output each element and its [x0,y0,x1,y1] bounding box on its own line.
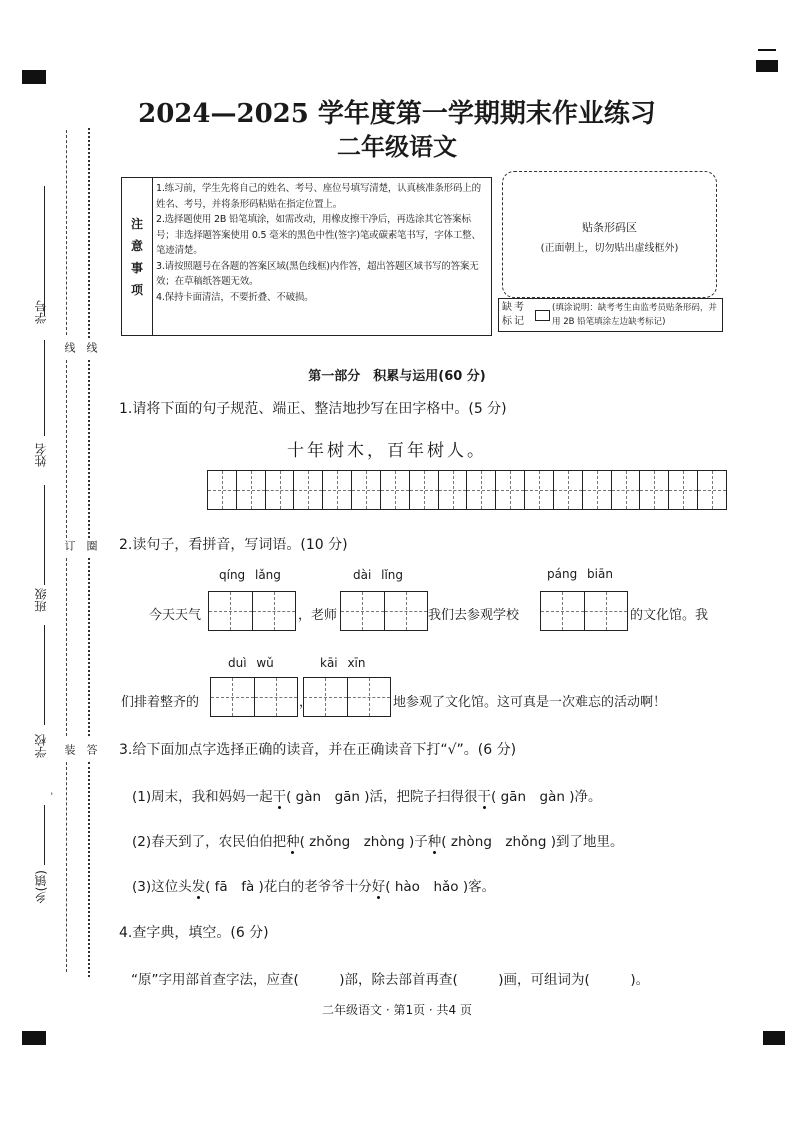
registration-mark-top-left [22,70,46,84]
absent-mark-checkbox[interactable] [535,310,550,321]
notice-box [121,177,492,336]
dash-mark: - [47,792,57,796]
pinyin-label: qíng lǎng [219,568,281,582]
notice-body [156,181,487,305]
notice-heading-char: 事 [130,260,143,275]
tianzi-cell[interactable] [348,678,391,716]
q2-row1-text: 今天天气 [149,608,202,623]
dotted-character: 种 [286,834,300,850]
grid-cell[interactable] [640,471,669,509]
q4-fill-line[interactable]: “原”字用部首查字法，应查( )部，除去部首再查( )画，可组词为( )。 [131,972,650,988]
grid-cell[interactable] [208,471,237,509]
barcode-area [502,171,717,298]
dotted-character: 种 [427,834,442,850]
notice-item: 3.请按照题号在各题的答案区域(黑色线框)内作答，超出答题区域书写的答案无效；在草稿纸答题无效。 [156,260,479,287]
grid-cell[interactable] [612,471,641,509]
question-2-prompt: 2.读句子，看拼音，写词语。(10 分) [119,537,348,553]
dotted-character: 发 [191,879,206,895]
line-char-2: 线 [85,342,98,353]
page-footer: 二年级语文 · 第1页 · 共4 页 [322,1003,472,1017]
grid-cell[interactable] [266,471,295,509]
question-3-prompt: 3.给下面加点字选择正确的读音，并在正确读音下打“√”。(6 分) [119,742,517,758]
binding-dashed-line-bottom [66,762,67,972]
tianzi-cell[interactable] [304,678,348,716]
grid-cell[interactable] [294,471,323,509]
notice-item: 2.选择题使用 2B 铅笔填涂，如需改动，用橡皮擦干净后，再选涂其它答案标号；非选择题答案使用 0.5 毫米的黑色中性(签字)笔或碳素笔书写，字体工整、笔迹清楚。 [156,214,481,256]
student-id-underline [44,186,45,316]
student-id-label: 学号 [34,300,48,324]
answer-box-kaixin[interactable] [303,677,391,717]
dotted-character: 好 [371,879,386,895]
tianzi-cell[interactable] [211,678,255,716]
notice-heading-char: 注 [130,216,143,231]
pinyin-label: kāi xīn [320,656,366,670]
absent-mark [498,298,723,332]
answer-box-dailing[interactable] [340,591,428,631]
grid-cell[interactable] [410,471,439,509]
grid-cell[interactable] [583,471,612,509]
copy-sentence: 十年树木，百年树人。 [287,441,487,461]
notice-heading-char: 项 [130,282,143,297]
tianzi-cell[interactable] [385,592,428,630]
q2-row2-text: ， [299,695,313,710]
answer-char: 答 [85,744,98,755]
q2-row1-text: 我们去参观学校 [428,608,520,623]
grid-cell[interactable] [554,471,583,509]
section-title: 第一部分 积累与运用(60 分) [308,369,486,384]
q3-item-3 [132,875,495,895]
bind-char: 装 [63,744,76,755]
q3-item-text[interactable]: ( fā fà )花白的老爷爷十分 [205,879,372,895]
school-label: 学校 [34,734,48,758]
registration-mark-top-right [756,60,778,72]
question-4-prompt: 4.查字典，填空。(6 分) [119,925,269,941]
q2-row2-text: 地参观了文化馆。这可真是一次难忘的活动啊！ [393,695,667,710]
pinyin-label: dài lǐng [353,568,404,582]
grid-cell[interactable] [525,471,554,509]
grid-cell[interactable] [439,471,468,509]
notice-item: 4.保持卡面清洁，不要折叠、不破损。 [156,291,314,303]
q3-item-1 [132,785,601,805]
answer-box-duiwu[interactable] [210,677,298,717]
tianzi-cell[interactable] [585,592,628,630]
tianzi-cell[interactable] [255,678,298,716]
grid-cell[interactable] [496,471,525,509]
q3-item-text: (2)春天到了，农民伯伯把 [132,834,287,850]
registration-mark-bottom-right [763,1031,785,1045]
class-underline [44,485,45,585]
tianzi-cell[interactable] [209,592,253,630]
question-1-prompt: 1.请将下面的句子规范、端正、整洁地抄写在田字格中。(5 分) [119,401,507,417]
notice-heading-char: 意 [130,238,143,253]
grid-cell[interactable] [669,471,698,509]
q3-item-text[interactable]: ( zhǒng zhòng )子 [299,834,428,850]
notice-item: 1.练习前，学生先将自己的姓名、考号、座位号填写清楚，认真核准条形码上的姓名、考号，并将条形码粘贴在指定位置上。 [156,183,481,210]
q2-row1-text: 的文化馆。我 [630,608,709,623]
grid-cell[interactable] [698,471,726,509]
barcode-area-note: (正面朝上，切勿贴出虚线框外) [540,243,679,254]
class-label: 班级 [34,588,48,612]
tianzi-cell[interactable] [253,592,296,630]
tianzi-cell[interactable] [341,592,385,630]
grid-cell[interactable] [381,471,410,509]
registration-mark-top-right-line [758,49,776,51]
grid-cell[interactable] [323,471,352,509]
q3-item-2 [132,830,623,850]
registration-mark-bottom-left [22,1031,46,1045]
town-label: 乡(镇) [34,870,48,904]
notice-heading [122,178,153,335]
line-char: 线 [63,342,76,353]
copy-grid[interactable] [207,470,727,510]
seal-dotted-line-lower [88,558,90,736]
exam-subtitle: 二年级语文 [337,132,457,161]
grid-cell[interactable] [237,471,266,509]
pinyin-label: páng biān [547,567,613,581]
q2-row2-text: 们排着整齐的 [121,695,200,710]
grid-cell[interactable] [352,471,381,509]
tianzi-cell[interactable] [541,592,585,630]
absent-mark-description: (填涂说明：缺考考生由监考员贴条形码，并用 2B 铅笔填涂左边缺考标记) [552,303,717,327]
school-underline [44,625,45,725]
absent-mark-label: 缺考标记 [502,302,526,327]
binding-dashed-line-lower [66,558,67,736]
circle-char: 圈 [85,540,98,551]
name-underline [44,340,45,436]
q3-item-text[interactable]: ( gàn gān )活，把院子扫得很 [286,789,478,805]
name-label: 姓名 [34,443,48,467]
barcode-area-title: 贴条形码区 [582,221,637,234]
exam-title: 2024—2025 学年度第一学期期末作业练习 [138,99,656,129]
pinyin-label: duì wǔ [228,656,274,670]
q3-item-text: (3)这位头 [132,879,192,895]
answer-box-qinglang[interactable] [208,591,296,631]
dotted-character: 干 [477,789,492,805]
seal-dotted-line-bottom [88,762,90,977]
q3-item-text[interactable]: ( hào hǎo )客。 [385,879,496,895]
answer-box-pangbian[interactable] [540,591,628,631]
q3-item-text: (1)周末，我和妈妈一起 [132,789,273,805]
dotted-character: 干 [272,789,287,805]
fix-char: 订 [63,540,76,551]
q3-item-text[interactable]: ( gān gàn )净。 [491,789,602,805]
town-underline [44,805,45,865]
q2-row1-text: ，老师 [298,608,338,623]
grid-cell[interactable] [467,471,496,509]
q3-item-text[interactable]: ( zhòng zhǒng )到了地里。 [441,834,624,850]
